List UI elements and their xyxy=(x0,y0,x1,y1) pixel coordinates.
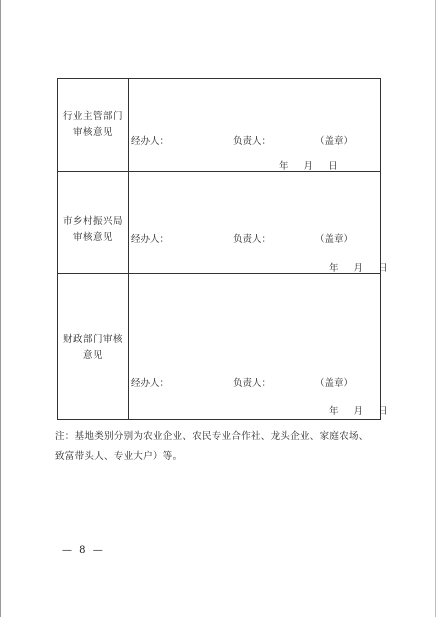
table-row-industry-department xyxy=(58,79,380,172)
handler-label: 经办人： xyxy=(131,136,170,147)
date-year: 年 xyxy=(279,161,289,172)
date-day: 日 xyxy=(328,161,338,172)
row-label-line1: 行业主管部门 xyxy=(62,111,123,122)
footnote-line2: 致富带头人、专业大户）等。 xyxy=(55,451,183,462)
table-row-rural-revitalization-bureau xyxy=(58,172,388,274)
responsible-label: 负责人： xyxy=(233,234,272,245)
page-edge-left xyxy=(0,0,1,617)
table-row-finance-department xyxy=(58,274,388,419)
row-label-line2: 审核意见 xyxy=(72,232,113,243)
date-day: 日 xyxy=(378,406,388,417)
row-label-line2: 意见 xyxy=(82,350,103,361)
handler-label: 经办人： xyxy=(131,234,170,245)
seal-label: （盖章） xyxy=(315,136,354,147)
date-month: 月 xyxy=(303,161,314,172)
footnote xyxy=(55,427,390,467)
row-label-line2: 审核意见 xyxy=(72,127,113,138)
row-label xyxy=(58,214,128,246)
date-month: 月 xyxy=(353,263,364,274)
date-day: 日 xyxy=(378,263,388,274)
responsible-label: 负责人： xyxy=(233,378,272,389)
footnote-line1: 注：基地类别分别为农业企业、农民专业合作社、龙头企业、家庭农场、 xyxy=(55,431,369,442)
date-line xyxy=(329,260,388,274)
review-opinion-table xyxy=(57,78,388,420)
row-label xyxy=(58,109,128,141)
responsible-label: 负责人： xyxy=(233,136,272,147)
row-label-line1: 市乡村振兴局 xyxy=(62,216,123,227)
date-year: 年 xyxy=(329,263,339,274)
date-month: 月 xyxy=(353,406,364,417)
handler-label: 经办人： xyxy=(131,378,170,389)
column-divider xyxy=(128,79,129,171)
column-divider xyxy=(128,172,129,273)
page-edge-right xyxy=(435,0,436,617)
column-divider xyxy=(128,274,129,419)
date-line xyxy=(279,158,338,172)
row-label xyxy=(58,332,128,364)
date-year: 年 xyxy=(329,406,339,417)
page-number: — 8 — xyxy=(62,545,105,556)
seal-label: （盖章） xyxy=(315,378,354,389)
seal-label: （盖章） xyxy=(315,234,354,245)
date-line xyxy=(329,403,388,417)
row-label-line1: 财政部门审核 xyxy=(62,334,123,345)
